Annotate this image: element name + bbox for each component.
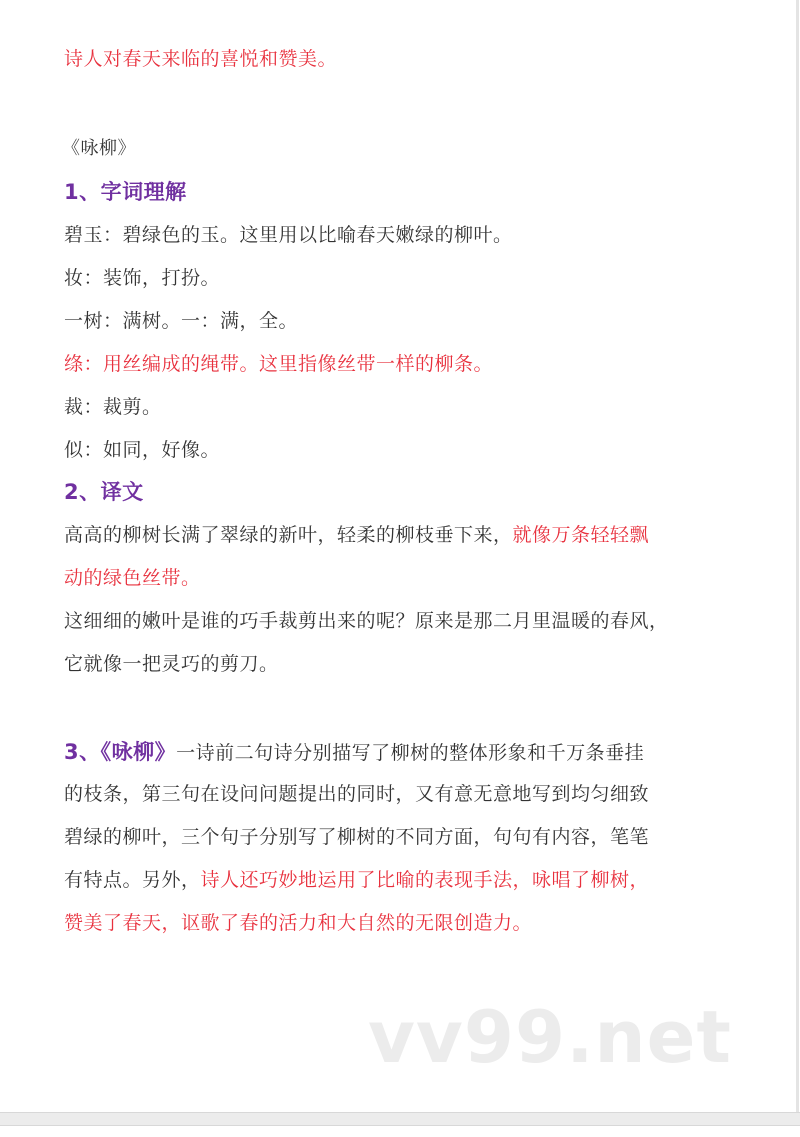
- section-heading-vocabulary: 1、字词理解: [64, 180, 187, 204]
- vocab-item: 妆：装饰，打扮。: [64, 267, 221, 289]
- translation-line: 它就像一把灵巧的剪刀。: [64, 653, 279, 675]
- translation-highlight: 就像万条轻轻飘: [512, 524, 650, 546]
- next-page-top: [0, 1126, 800, 1137]
- page-separator: [0, 1112, 800, 1126]
- intro-line: 诗人对春天来临的喜悦和赞美。: [64, 48, 338, 70]
- section-heading-analysis: 3、《咏柳》: [64, 740, 177, 764]
- translation-text: 高高的柳树长满了翠绿的新叶，轻柔的柳枝垂下来，: [64, 524, 513, 546]
- vocab-item: 裁：裁剪。: [64, 396, 162, 418]
- vocab-item: 碧玉：碧绿色的玉。这里用以比喻春天嫩绿的柳叶。: [64, 224, 513, 246]
- watermark: vv99.net: [368, 995, 732, 1079]
- analysis-line-highlight: 赞美了春天，讴歌了春的活力和大自然的无限创造力。: [64, 912, 533, 934]
- poem-title: 《咏柳》: [62, 138, 136, 159]
- analysis-text: 一诗前二句诗分别描写了柳树的整体形象和千万条垂挂: [176, 742, 645, 764]
- translation-line: 这细细的嫩叶是谁的巧手裁剪出来的呢？原来是那二月里温暖的春风，: [64, 610, 669, 632]
- vocab-item: 似：如同，好像。: [64, 439, 221, 461]
- analysis-text: 有特点。另外，: [64, 869, 201, 891]
- analysis-highlight: 诗人还巧妙地运用了比喻的表现手法，咏唱了柳树，: [200, 869, 650, 891]
- vocab-item: 一树：满树。一：满，全。: [64, 310, 299, 332]
- translation-line-highlight: 动的绿色丝带。: [64, 567, 201, 589]
- vocab-item-highlighted: 绦：用丝编成的绳带。这里指像丝带一样的柳条。: [64, 353, 494, 375]
- analysis-line: [64, 736, 644, 766]
- analysis-line: [64, 865, 649, 892]
- analysis-line: 的枝条，第三句在设问问题提出的同时，又有意无意地写到均匀细致: [64, 783, 650, 805]
- analysis-line: 碧绿的柳叶，三个句子分别写了柳树的不同方面，句句有内容，笔笔: [64, 826, 650, 848]
- section-heading-translation: 2、译文: [64, 480, 144, 504]
- translation-line: [64, 520, 649, 547]
